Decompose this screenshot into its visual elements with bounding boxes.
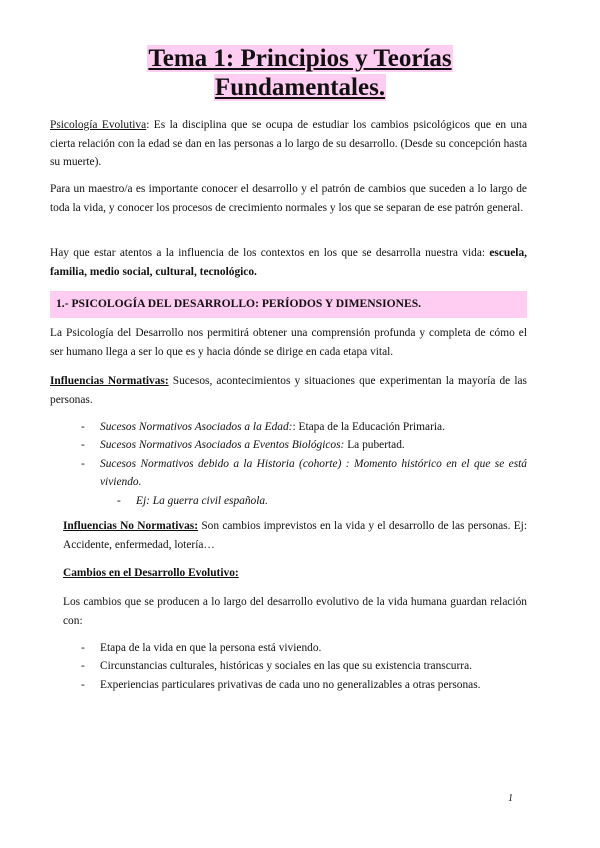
page-number: 1 — [508, 793, 513, 804]
page-title: Tema 1: Principios y Teorías Fundamentales. — [148, 45, 452, 101]
list-item: - Sucesos Normativos debido a la Historia (cohorte) : Momento histórico en el que se está viviendo. — [81, 457, 527, 489]
list-item: - Experiencias particulares privativas de cada uno no generalizables a otras personas. — [81, 678, 481, 691]
normativas-list — [81, 418, 527, 510]
list-item: - Sucesos Normativos Asociados a la Edad:: Etapa de la Educación Primaria. — [81, 421, 445, 433]
intro-definition: Psicología Evolutiva: Es la disciplina que se ocupa de estudiar los cambios psicológicos que en una cierta relación con la edad se dan en las personas a lo largo de su desarrollo. (Desde su concepción hasta su muerte). — [50, 119, 527, 169]
cambios-list — [81, 639, 527, 694]
section-para: La Psicología del Desarrollo nos permitirá obtener una comprensión profunda y completa de cómo el ser humano llega a ser lo que es y hacia dónde se dirige en cada etapa vital. — [50, 327, 527, 358]
list-item: - Circunstancias culturales, históricas y sociales en las que su existencia transcurra. — [81, 660, 472, 673]
no-normativas-para: Influencias No Normativas: Son cambios imprevistos en la vida y el desarrollo de las personas. Ej: Accidente, enfermedad, lotería… — [63, 520, 527, 551]
list-item: - Etapa de la vida en que la persona está viviendo. — [81, 642, 322, 654]
normativas-para: Influencias Normativas: Sucesos, acontecimientos y situaciones que experimentan la mayoría de las personas. — [50, 375, 527, 406]
section-heading: 1.- PSICOLOGÍA DEL DESARROLLO: PERÍODOS Y DIMENSIONES. — [50, 291, 527, 318]
list-item: - Sucesos Normativos Asociados a Eventos Biológicos: La pubertad. — [81, 439, 405, 452]
cambios-heading: Cambios en el Desarrollo Evolutivo: — [63, 567, 239, 579]
cambios-para: Los cambios que se producen a lo largo del desarrollo evolutivo de la vida humana guardan relación con: — [63, 596, 527, 627]
sub-list-item: - Ej: La guerra civil española. — [117, 494, 268, 507]
intro-para2: Para un maestro/a es importante conocer el desarrollo y el patrón de cambios que suceden a lo largo de toda la vida, y conocer los procesos de crecimiento normales y los que se separan de ese patrón general. — [50, 183, 527, 214]
intro-para3: Hay que estar atentos a la influencia de los contextos en los que se desarrolla nuestra vida: escuela, familia, medio social, cultural, tecnológico. — [50, 247, 527, 278]
